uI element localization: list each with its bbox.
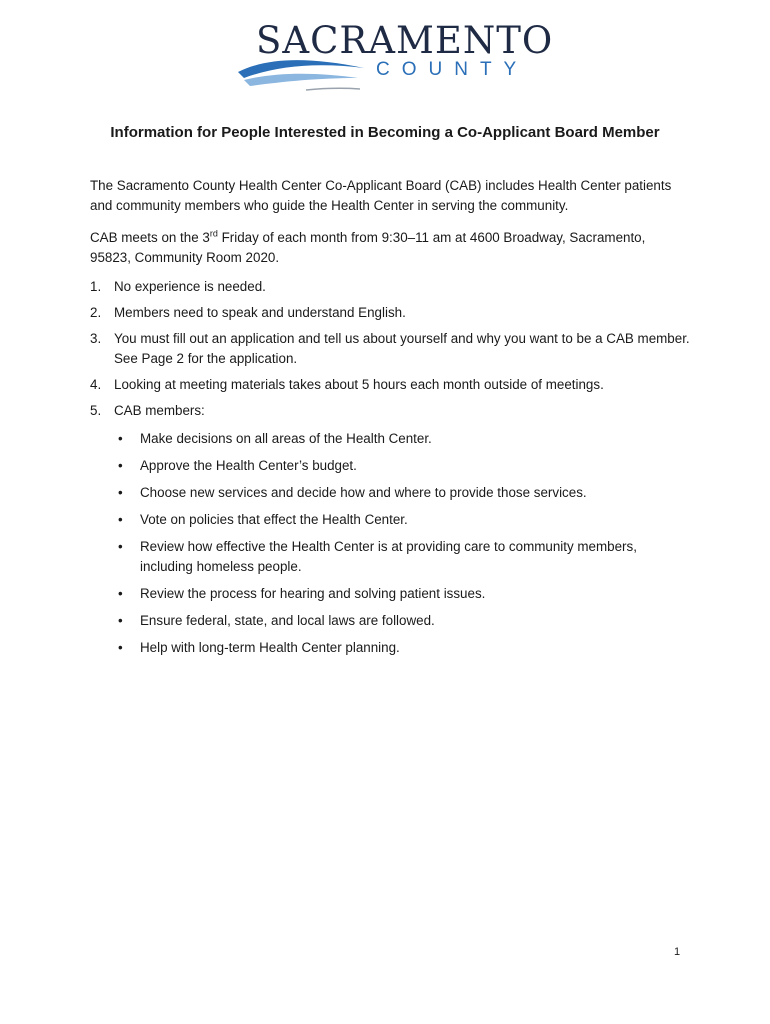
bullet-icon: • (118, 539, 123, 554)
item-number: 3. (90, 331, 102, 346)
item-number: 5. (90, 403, 102, 418)
bullet-text: Review how effective the Health Center is at providing care to community members, including homeless people. (140, 539, 637, 574)
item-number: 1. (90, 279, 102, 294)
numbered-item (90, 303, 690, 323)
numbered-item (90, 277, 690, 297)
logo-wordmark-bottom: COUNTY (376, 59, 529, 80)
numbered-item (90, 329, 690, 369)
item-number: 2. (90, 305, 102, 320)
bullet-text: Review the process for hearing and solving patient issues. (140, 586, 486, 601)
item-text: CAB members: (114, 403, 205, 418)
bullet-text: Ensure federal, state, and local laws are followed. (140, 613, 435, 628)
meeting-text-end: Friday of each month from 9:30–11 am at 4600 Broadway, Sacramento, 95823, Community Room 2020. (90, 230, 646, 265)
bullet-item (114, 429, 690, 449)
item-text: No experience is needed. (114, 279, 266, 294)
logo-wordmark-top: SACRAMENTO (256, 19, 554, 62)
bullet-item (114, 537, 690, 577)
meeting-text-start: CAB meets on the 3 (90, 230, 210, 245)
bullet-icon: • (118, 586, 123, 601)
bullet-icon: • (118, 640, 123, 655)
bullet-text: Help with long-term Health Center planning. (140, 640, 400, 655)
bullet-text: Approve the Health Center’s budget. (140, 458, 357, 473)
numbered-item (90, 401, 690, 658)
item-text: You must fill out an application and tell us about yourself and why you want to be a CAB member. See Page 2 for the application. (114, 331, 690, 366)
intro-paragraph: The Sacramento County Health Center Co-Applicant Board (CAB) includes Health Center patients and community members who guide the Health Center in serving the community. (90, 178, 672, 213)
bullet-item (114, 584, 690, 604)
bullet-icon: • (118, 458, 123, 473)
bullet-item (114, 456, 690, 476)
meeting-paragraph (90, 228, 690, 268)
page-title: Information for People Interested in Becoming a Co-Applicant Board Member (110, 124, 660, 141)
item-text: Members need to speak and understand English. (114, 305, 406, 320)
numbered-item (90, 375, 690, 395)
item-text: Looking at meeting materials takes about 5 hours each month outside of meetings. (114, 377, 604, 392)
meeting-ordinal-suffix: rd (209, 228, 218, 239)
bullet-text: Vote on policies that effect the Health Center. (140, 512, 408, 527)
bullet-list (114, 429, 690, 658)
item-number: 4. (90, 377, 102, 392)
numbered-list (90, 277, 690, 665)
bullet-text: Make decisions on all areas of the Health Center. (140, 431, 432, 446)
bullet-item (114, 611, 690, 631)
bullet-item (114, 510, 690, 530)
bullet-icon: • (118, 485, 123, 500)
bullet-text: Choose new services and decide how and where to provide those services. (140, 485, 587, 500)
bullet-icon: • (118, 431, 123, 446)
bullet-icon: • (118, 512, 123, 527)
page-number: 1 (674, 946, 681, 958)
bullet-icon: • (118, 613, 123, 628)
bullet-item (114, 483, 690, 503)
sacramento-county-logo (236, 18, 554, 88)
bullet-item (114, 638, 690, 658)
